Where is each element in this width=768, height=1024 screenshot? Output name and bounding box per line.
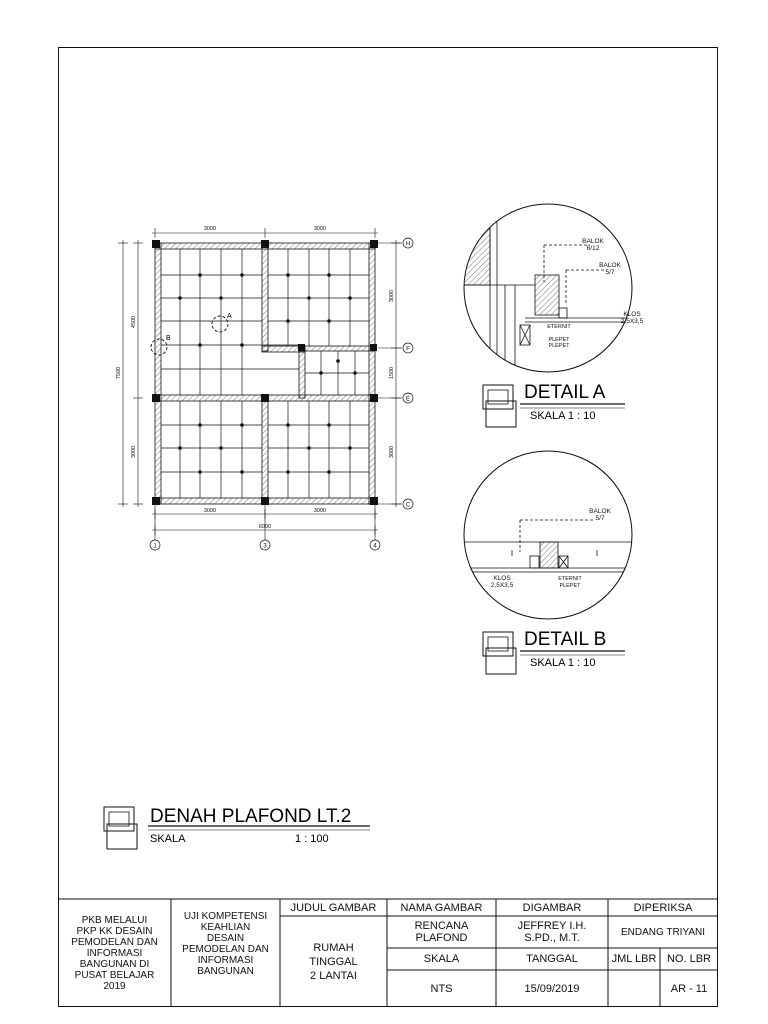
detail-a-plepet-1: PLEPET: [548, 337, 570, 343]
dim-left-3000: 3000: [131, 445, 137, 459]
grid-label-1: 1: [153, 543, 157, 550]
detail-a-title-symbol: [483, 385, 513, 409]
dim-left-7500: 7500: [116, 366, 122, 380]
detail-b-klos: KLOS 2,5X3,5: [490, 575, 514, 590]
judul-gambar-value: RUMAH TINGGAL 2 LANTAI: [309, 941, 358, 982]
dim-left-4500: 4500: [131, 315, 137, 329]
detail-b-balok-57: BALOK 5/7: [589, 508, 611, 523]
skala-header: SKALA: [423, 953, 460, 965]
detail-b-title: DETAIL B: [524, 629, 607, 650]
nama-gambar-value: RENCANA PLAFOND: [414, 920, 469, 944]
grid-label-e: E: [405, 396, 411, 403]
dim-bottom-2: 3000: [313, 508, 327, 514]
detail-a-drawing: [455, 195, 644, 427]
dim-top-2: 3000: [313, 226, 327, 232]
competency-info: UJI KOMPETENSI KEAHLIAN DESAIN PEMODELAN DAN INFORMASI BANGUNAN: [182, 911, 269, 977]
nama-gambar-header: NAMA GAMBAR: [400, 901, 483, 914]
detail-b-drawing: [460, 451, 640, 674]
plan-scale-value: 1 : 100: [295, 833, 329, 845]
detail-b-scale: SKALA 1 : 10: [530, 657, 596, 669]
dim-right-3000b: 3000: [389, 445, 395, 459]
digambar-value: JEFFREY I.H. S.PD., M.T.: [517, 920, 587, 944]
diperiksa-value: ENDANG TRIYANI: [620, 926, 706, 938]
org-info: PKB MELALUI PKP KK DESAIN PEMODELAN DAN INFORMASI BANGUNAN DI PUSAT BELAJAR 2019: [71, 914, 158, 992]
plan-title: DENAH PLAFOND LT.2: [150, 806, 352, 827]
detail-a-callout: [212, 316, 228, 332]
digambar-header: DIGAMBAR: [522, 901, 582, 914]
judul-gambar-header: JUDUL GAMBAR: [290, 901, 377, 914]
grid-label-c: C: [405, 502, 411, 509]
tanggal-value: 15/09/2019: [524, 982, 580, 995]
no-lbr-value: AR - 11: [670, 982, 708, 995]
dim-right-1500: 1500: [389, 366, 395, 380]
detail-a-title: DETAIL A: [524, 382, 606, 403]
detail-a-balok-57: BALOK 5/7: [599, 262, 621, 277]
wall-hatch: [155, 243, 375, 504]
ceiling-plan: [116, 226, 413, 550]
detail-b-plepet: PLEPET: [559, 583, 581, 589]
grid-label-f: F: [406, 346, 410, 353]
plan-scale-label: SKALA: [150, 833, 186, 845]
dim-bottom-total: 6000: [258, 524, 272, 530]
detail-a-balok-612: BALOK 6/12: [582, 238, 604, 253]
detail-a-scale: SKALA 1 : 10: [530, 410, 596, 422]
detail-b-eternit: ETERNIT: [558, 576, 582, 582]
callout-a-label: A: [227, 313, 232, 320]
dim-right-3000a: 3000: [389, 289, 395, 303]
jml-lbr-header: JML LBR: [611, 953, 657, 965]
detail-a-plepet-2: PLEPET: [548, 343, 570, 349]
tanggal-header: TANGGAL: [526, 953, 578, 965]
no-lbr-header: NO. LBR: [666, 953, 711, 965]
dim-top-1: 3000: [203, 226, 217, 232]
detail-b-title-symbol: [483, 632, 513, 656]
detail-a-eternit: ETERNIT: [547, 324, 571, 330]
grid-label-h: H: [405, 241, 411, 248]
callout-b-label: B: [166, 335, 171, 342]
detail-a-klos: KLOS 2,5X3,5: [620, 311, 644, 326]
skala-value: NTS: [430, 982, 453, 995]
plan-title-symbol: [104, 807, 134, 831]
dim-bottom-1: 3000: [203, 508, 217, 514]
grid-label-3: 3: [263, 543, 267, 550]
grid-label-4: 4: [373, 543, 377, 550]
jml-lbr-value: [608, 970, 660, 1007]
diperiksa-header: DIPERIKSA: [633, 901, 693, 914]
plan-title-block: [104, 806, 370, 849]
